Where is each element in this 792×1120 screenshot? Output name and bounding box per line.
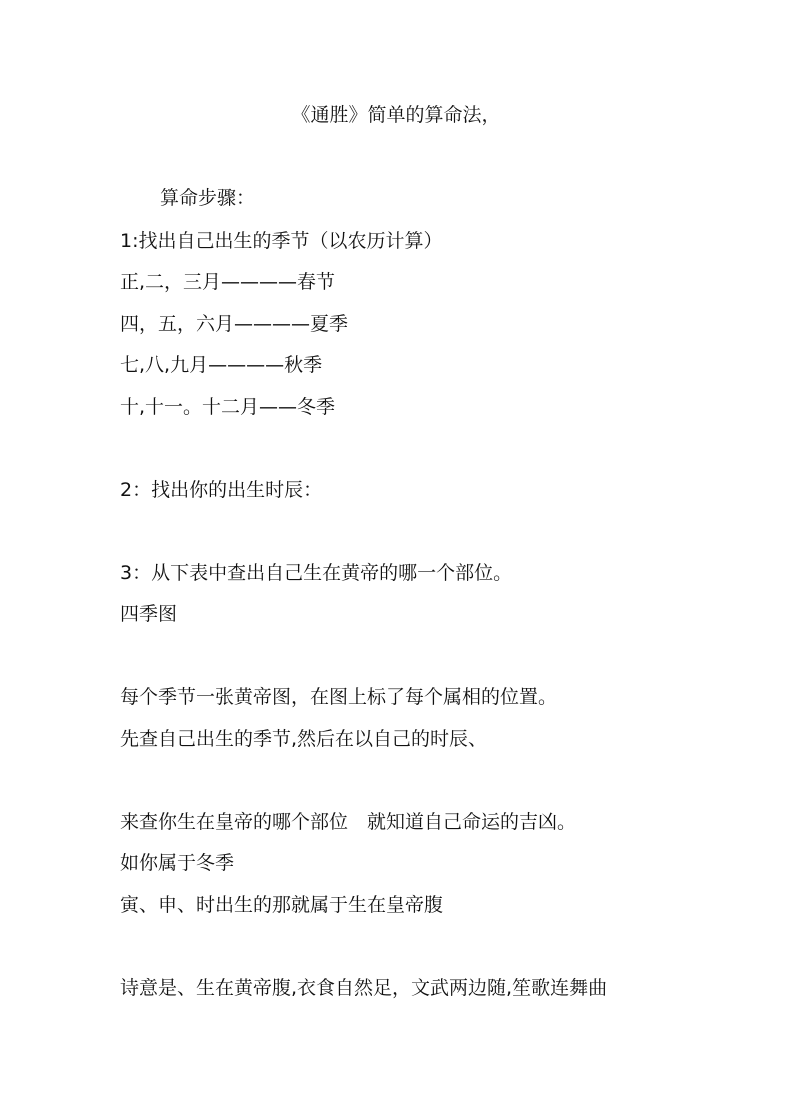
chart-label: 四季图 (120, 603, 178, 625)
season-spring: 正,二，三月————春节 (120, 271, 336, 293)
season-autumn: 七,八,九月————秋季 (120, 354, 323, 376)
example-intro: 如你属于冬季 (120, 852, 235, 874)
paragraph-2: 先查自己出生的季节,然后在以自己的时辰、 (120, 728, 488, 750)
paragraph-1: 每个季节一张黄帝图，在图上标了每个属相的位置。 (120, 686, 558, 708)
poem-line: 诗意是、生在黄帝腹,衣食自然足，文武两边随,笙歌连舞曲 (120, 977, 608, 999)
step-3: 3：从下表中查出自己生在黄帝的哪一个部位。 (120, 562, 513, 584)
steps-heading: 算命步骤： (160, 187, 256, 209)
step-2: 2：找出你的出生时辰： (120, 479, 323, 501)
step-1: 1:找出自己出生的季节（以农历计算） (120, 230, 443, 252)
paragraph-3: 来查你生在皇帝的哪个部位 就知道自己命运的吉凶。 (120, 811, 577, 833)
season-winter: 十,十一。十二月——冬季 (120, 396, 336, 418)
example-detail: 寅、申、时出生的那就属于生在皇帝腹 (120, 894, 444, 916)
document-title: 《通胜》简单的算命法， (291, 104, 501, 126)
season-summer: 四，五，六月————夏季 (120, 313, 349, 335)
